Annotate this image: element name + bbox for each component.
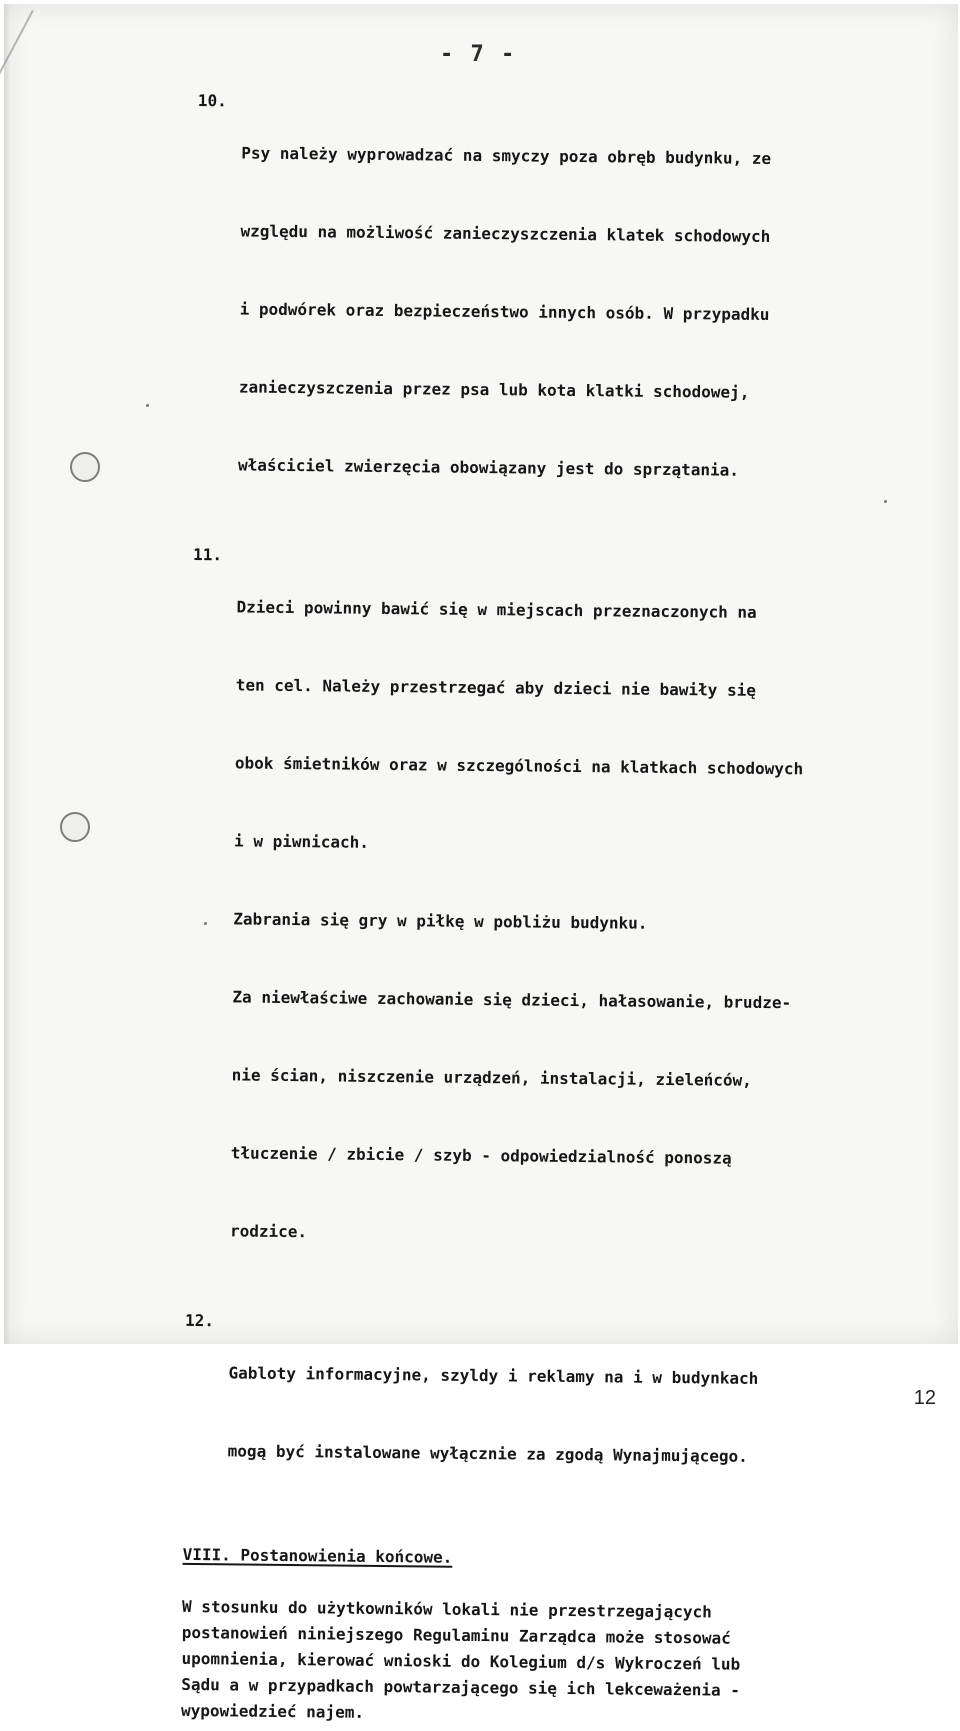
text-line: Sądu a w przypadkach powtarzającego się ich lekceważenia - <box>181 1674 741 1700</box>
text-line: W stosunku do użytkowników lokali nie przestrzegających <box>181 1596 712 1622</box>
text-line: mogą być instalowane wyłącznie za zgodą Wynajmującego. <box>227 1441 748 1466</box>
scan-edge-shadow <box>4 4 10 1344</box>
text-line: ten cel. Należy przestrzegać aby dzieci nie bawiły się <box>235 675 756 700</box>
text-line: i w piwnicach. <box>234 831 370 852</box>
closing-paragraph <box>181 1594 902 1731</box>
text-line: wypowiedzieć najem. <box>180 1700 365 1722</box>
paragraph-number: 10. <box>197 90 227 111</box>
paragraph-12 <box>183 1308 905 1524</box>
text-line: względu na możliwość zanieczyszczenia klatek schodowych <box>240 221 771 247</box>
text-line: Za niewłaściwe zachowanie się dzieci, hałasowanie, brudze- <box>232 987 792 1013</box>
text-line: nie ścian, niszczenie urządzeń, instalacji, zieleńców, <box>231 1065 752 1090</box>
page-marker: - 7 - <box>440 42 517 67</box>
text-line: Dzieci powinny bawić się w miejscach przeznaczonych na <box>236 597 757 622</box>
text-line: zanieczyszczenia przez psa lub kota klatki schodowej, <box>238 377 750 402</box>
regulation-text <box>181 88 918 1731</box>
text-line: Psy należy wyprowadzać na smyczy poza obręb budynku, ze <box>241 143 772 169</box>
text-line: obok śmietników oraz w szczególności na klatkach schodowych <box>234 753 804 779</box>
punch-hole-bottom <box>60 812 90 842</box>
section-heading: VIII. Postanowienia końcowe. <box>182 1544 453 1567</box>
scan-speck <box>146 404 149 407</box>
text-line: rodzice. <box>229 1221 308 1242</box>
paragraph-11 <box>185 542 913 1303</box>
text-line: tłuczenie / zbicie / szyb - odpowiedzialność ponoszą <box>230 1143 732 1168</box>
paragraph-body <box>229 542 913 1303</box>
text-line: Gabloty informacyjne, szyldy i reklamy na i w budynkach <box>228 1363 759 1388</box>
paragraph-number: 12. <box>184 1310 215 1331</box>
text-line: właściciel zwierzęcia obowiązany jest do sprzątania. <box>237 455 740 480</box>
paragraph-10 <box>193 88 918 538</box>
punch-hole-top <box>70 452 100 482</box>
text-line: Zabrania się gry w piłkę w pobliżu budynku. <box>233 909 648 933</box>
paragraph-body <box>227 1308 905 1523</box>
footer-page-number: 12 <box>913 1387 936 1409</box>
paragraph-number: 11. <box>193 544 223 565</box>
text-line: postanowień niniejszego Regulaminu Zarządca może stosować <box>181 1622 731 1648</box>
text-line: upomnienia, kierować wnioski do Kolegium d/s Wykroczeń lub <box>181 1648 741 1674</box>
paragraph-body <box>237 88 918 537</box>
text-line: i podwórek oraz bezpieczeństwo innych osób. W przypadku <box>239 299 770 324</box>
